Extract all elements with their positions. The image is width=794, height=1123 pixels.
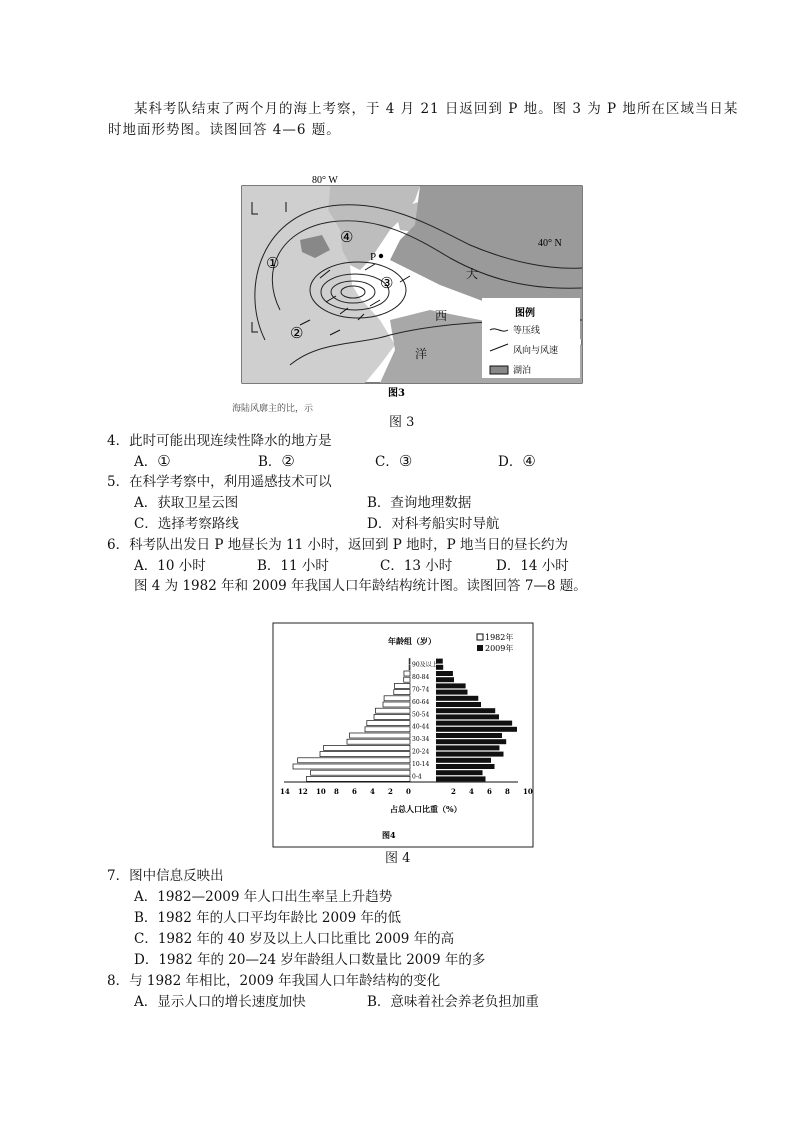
q6-option-a: A．10 小时 [134, 558, 206, 574]
age-label: 70-74 [412, 686, 430, 694]
bar-1982 [320, 752, 410, 757]
age-label: 40-44 [412, 723, 430, 731]
fig3-caption: 图 3 [389, 415, 415, 430]
bar-2009 [436, 770, 483, 775]
map-inner-caption: 图3 [388, 388, 405, 399]
bar-1982 [404, 677, 410, 682]
sea-char-3: 洋 [415, 347, 428, 361]
pyramid-xlabel: 占总人口比重（%） [390, 804, 462, 814]
bar-2009 [436, 764, 495, 769]
q7-option-c: C．1982 年的 40 岁及以上人口比重比 2009 年的高 [134, 931, 455, 947]
bar-2009 [436, 683, 466, 688]
bar-1982 [409, 665, 410, 670]
q7-option-a: A．1982—2009 年人口出生率呈上升趋势 [134, 889, 393, 905]
marker-4: ④ [340, 228, 354, 246]
fig4-caption: 图 4 [385, 851, 411, 866]
q5-option-b: B．查询地理数据 [367, 495, 472, 511]
q4-option-d: D．④ [498, 452, 536, 470]
q6-option-c: C．13 小时 [380, 558, 453, 574]
bar-2009 [436, 745, 499, 750]
age-label: 50-54 [412, 711, 430, 719]
legend-item-3: 湖泊 [513, 366, 532, 376]
bar-2009 [436, 733, 502, 738]
tick-left: 12 [298, 787, 308, 796]
tick-right: 10 [523, 787, 533, 796]
bar-1982 [384, 696, 410, 701]
lat-label: 40° N [538, 238, 562, 249]
bar-1982 [365, 727, 410, 732]
bar-2009 [436, 690, 468, 695]
q7-stem: 7．图中信息反映出 [107, 868, 224, 884]
q4-option-a: A．① [134, 452, 171, 470]
q8-option-b: B．意味着社会养老负担加重 [367, 994, 539, 1010]
q6-option-b: B．11 小时 [257, 558, 329, 574]
bar-1982 [293, 764, 410, 769]
bar-1982 [404, 671, 410, 676]
age-label: 10-14 [412, 760, 430, 768]
age-label: 0-4 [412, 773, 422, 781]
pyramid-inner-caption: 图4 [382, 830, 396, 840]
age-label: 60-64 [412, 698, 430, 706]
population-pyramid [272, 622, 534, 848]
marker-2: ② [290, 324, 304, 342]
intro-line-1: 某科考队结束了两个月的海上考察，于 4 月 21 日返回到 P 地。图 3 为 P 地所在区域当日某 [134, 101, 739, 117]
tick-left: 2 [388, 787, 393, 796]
bar-2009 [436, 696, 478, 701]
q8-option-a: A．显示人口的增长速度加快 [134, 994, 306, 1010]
bar-2009 [436, 776, 486, 781]
tick-left: 14 [280, 787, 290, 796]
bar-2009 [436, 758, 491, 763]
intro-line-2: 时地面形势图。读图回答 4—6 题。 [108, 122, 341, 138]
tick-left: 4 [370, 787, 375, 796]
tick-right: 2 [451, 787, 456, 796]
bar-2009 [436, 752, 504, 757]
age-label: 80-84 [412, 674, 430, 682]
q6-stem: 6．科考队出发日 P 地昼长为 11 小时，返回到 P 地时，P 地当日的昼长约为 [107, 537, 569, 553]
sea-char-2: 西 [435, 309, 448, 323]
age-label: 90及以上 [412, 661, 438, 669]
weather-map [230, 170, 594, 402]
age-label: 20-24 [412, 748, 430, 756]
bar-2009 [436, 671, 453, 676]
age-label: 30-34 [412, 736, 430, 744]
point-p [379, 254, 383, 258]
lon-label: 80° W [312, 175, 338, 186]
tick-right: 4 [469, 787, 474, 796]
q6-option-d: D．14 小时 [496, 558, 569, 574]
tick-right: 6 [487, 787, 492, 796]
bar-1982 [367, 721, 410, 726]
bar-1982 [394, 690, 410, 695]
tick-left: 0 [406, 787, 411, 796]
q5-option-c: C．选择考察路线 [134, 516, 239, 532]
legend-2009-swatch [477, 645, 483, 651]
legend-1982-label: 1982年 [485, 633, 514, 642]
q7-option-d: D．1982 年的 20—24 岁年龄组人口数量比 2009 年的多 [134, 952, 486, 968]
map-cut-text: 海陆风廓主的比，示 [232, 404, 314, 414]
legend-item-2: 风向与风速 [513, 346, 559, 356]
legend-1982-swatch [477, 634, 483, 640]
bar-1982 [383, 702, 410, 707]
tick-right: 8 [505, 787, 510, 796]
q4-stem: 4．此时可能出现连续性降水的地方是 [107, 433, 332, 449]
bar-2009 [436, 677, 454, 682]
bar-1982 [347, 739, 410, 744]
tick-left: 8 [334, 787, 339, 796]
bar-2009 [436, 739, 506, 744]
q4-option-c: C．③ [375, 452, 413, 470]
legend-2009-label: 2009年 [485, 644, 514, 653]
q5-option-a: A．获取卫星云图 [134, 495, 239, 511]
bar-1982 [311, 770, 410, 775]
q5-stem: 5．在科学考察中，利用遥感技术可以 [107, 474, 332, 490]
tick-left: 6 [352, 787, 357, 796]
bar-1982 [307, 776, 411, 781]
bar-2009 [436, 714, 499, 719]
bar-2009 [436, 721, 512, 726]
bar-1982 [394, 683, 410, 688]
bar-1982 [324, 745, 410, 750]
q4-option-b: B．② [258, 452, 295, 470]
tick-left: 10 [316, 787, 326, 796]
marker-1: ① [266, 254, 280, 272]
bar-1982 [350, 733, 410, 738]
legend-title: 图例 [515, 308, 535, 319]
bar-2009 [436, 727, 517, 732]
pyramid-title: 年龄组（岁） [388, 636, 436, 646]
q7-option-b: B．1982 年的人口平均年龄比 2009 年的低 [134, 910, 402, 926]
marker-3: ③ [380, 274, 394, 292]
bar-1982 [298, 758, 410, 763]
sea-char-1: 大 [466, 267, 479, 281]
legend-item-1: 等压线 [513, 326, 541, 336]
bar-1982 [409, 659, 410, 664]
intro-2: 图 4 为 1982 年和 2009 年我国人口年龄结构统计图。读图回答 7—8 题。 [134, 578, 587, 594]
bar-2009 [436, 708, 495, 713]
bar-1982 [374, 714, 410, 719]
q8-stem: 8．与 1982 年相比，2009 年我国人口年龄结构的变化 [107, 973, 441, 989]
q5-option-d: D．对科考船实时导航 [367, 516, 500, 532]
p-label: P [370, 251, 377, 263]
legend-lake-icon [490, 366, 508, 374]
bar-2009 [436, 702, 481, 707]
bar-1982 [375, 708, 410, 713]
